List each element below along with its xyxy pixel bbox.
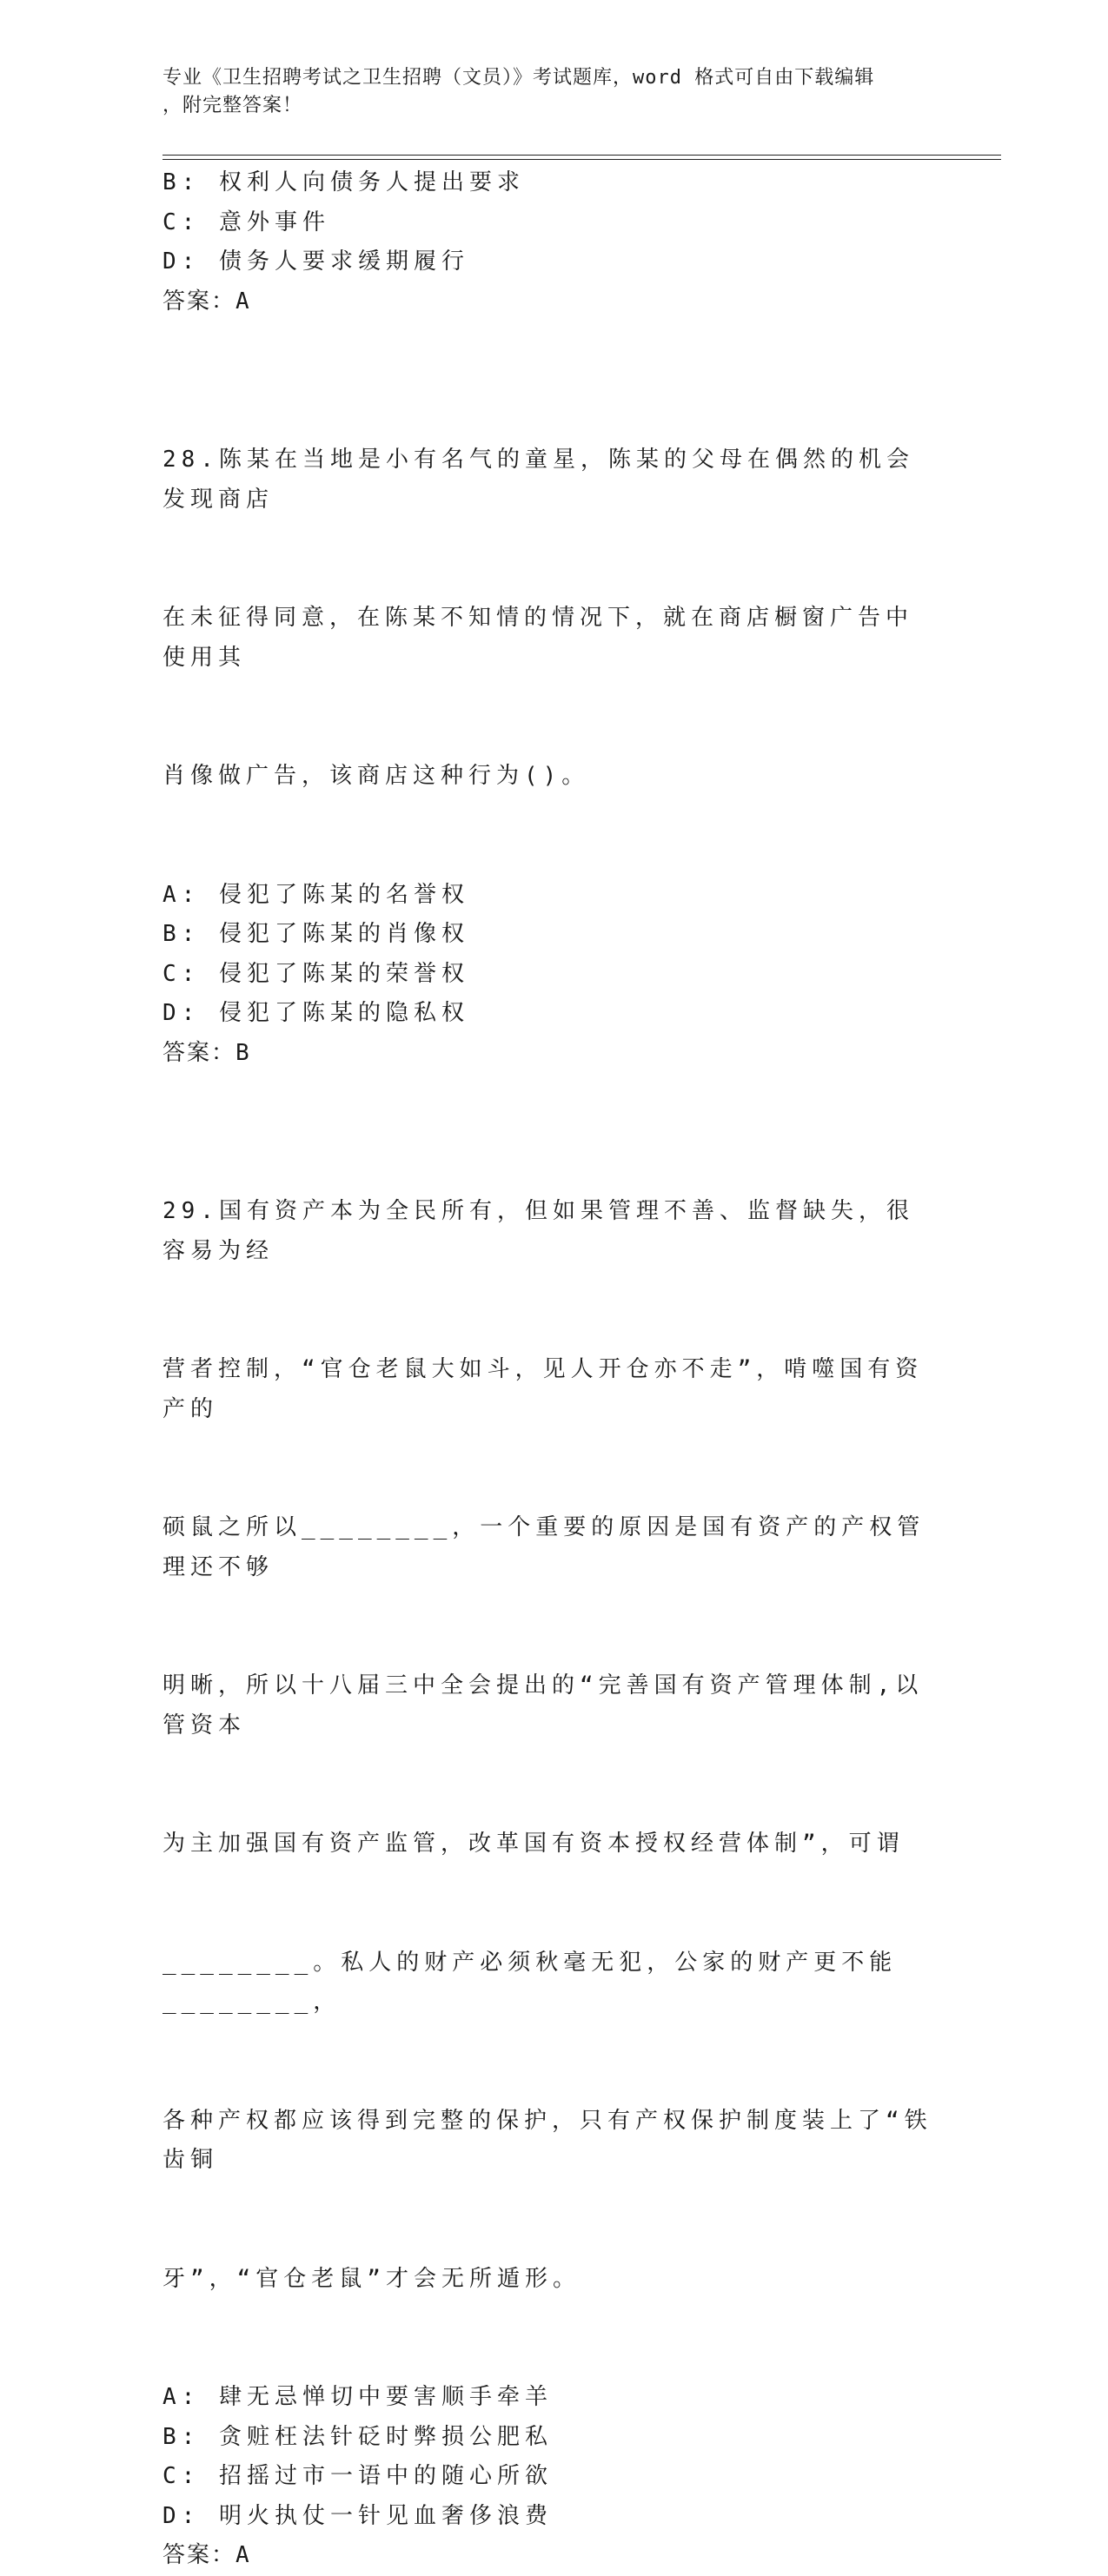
answer-label: 答案：A	[163, 2542, 251, 2568]
answer-label: 答案：A	[163, 288, 251, 315]
question-text-line: 肖像做广告，该商店这种行为()。	[163, 763, 590, 789]
option-c: C: 侵犯了陈某的荣誉权	[163, 960, 469, 987]
option-c: C: 意外事件	[163, 209, 330, 235]
option-d: D: 明火执仗一针见血奢侈浪费	[163, 2502, 553, 2529]
question-text	[163, 1113, 936, 2378]
option-d: D: 债务人要求缓期履行	[163, 248, 469, 275]
document-body	[163, 163, 936, 2576]
previous-question-tail	[163, 163, 936, 321]
header-line-1: 专业《卫生招聘考试之卫生招聘（文员）》考试题库，word 格式可自由下载编辑	[163, 67, 875, 89]
question-text-line: 明晰，所以十八届三中全会提出的“完善国有资产管理体制,以管资本	[163, 1672, 924, 1738]
question-text-line: 营者控制，“官仓老鼠大如斗，见人开仓亦不走”，啃噬国有资产的	[163, 1356, 924, 1422]
question-28	[163, 361, 936, 1073]
question-text-line: 各种产权都应该得到完整的保护，只有产权保护制度装上了“铁齿铜	[163, 2107, 932, 2173]
option-a: A: 肆无忌惮切中要害顺手牵羊	[163, 2384, 553, 2410]
header-divider-bottom	[163, 159, 1001, 160]
answer-label: 答案：B	[163, 1039, 251, 1066]
document-header	[163, 64, 945, 120]
question-text-line: 牙”，“官仓老鼠”才会无所遁形。	[163, 2265, 581, 2292]
question-text-line: 在未征得同意，在陈某不知情的情况下，就在商店橱窗广告中使用其	[163, 605, 914, 671]
option-b: B: 贪赃枉法针砭时弊损公肥私	[163, 2423, 553, 2450]
option-c: C: 招摇过市一语中的随心所欲	[163, 2463, 553, 2489]
question-29	[163, 1113, 936, 2576]
option-b: B: 权利人向债务人提出要求	[163, 169, 525, 195]
option-b: B: 侵犯了陈某的肖像权	[163, 921, 469, 947]
question-text-line: 为主加强国有资产监管，改革国有资本授权经营体制”，可谓	[163, 1831, 905, 1857]
option-d: D: 侵犯了陈某的隐私权	[163, 1000, 469, 1026]
question-text-line: ________。私人的财产必须秋毫无犯，公家的财产更不能________，	[163, 1949, 898, 2015]
question-text-line: 28.陈某在当地是小有名气的童星，陈某的父母在偶然的机会发现商店	[163, 447, 914, 513]
question-text	[163, 361, 936, 876]
header-divider-top	[163, 155, 1001, 156]
option-a: A: 侵犯了陈某的名誉权	[163, 881, 469, 908]
question-text-line: 29.国有资产本为全民所有，但如果管理不善、监督缺失，很容易为经	[163, 1198, 914, 1264]
question-text-line: 硕鼠之所以________，一个重要的原因是国有资产的产权管理还不够	[163, 1514, 926, 1580]
header-line-2: ，附完整答案！	[163, 95, 303, 116]
